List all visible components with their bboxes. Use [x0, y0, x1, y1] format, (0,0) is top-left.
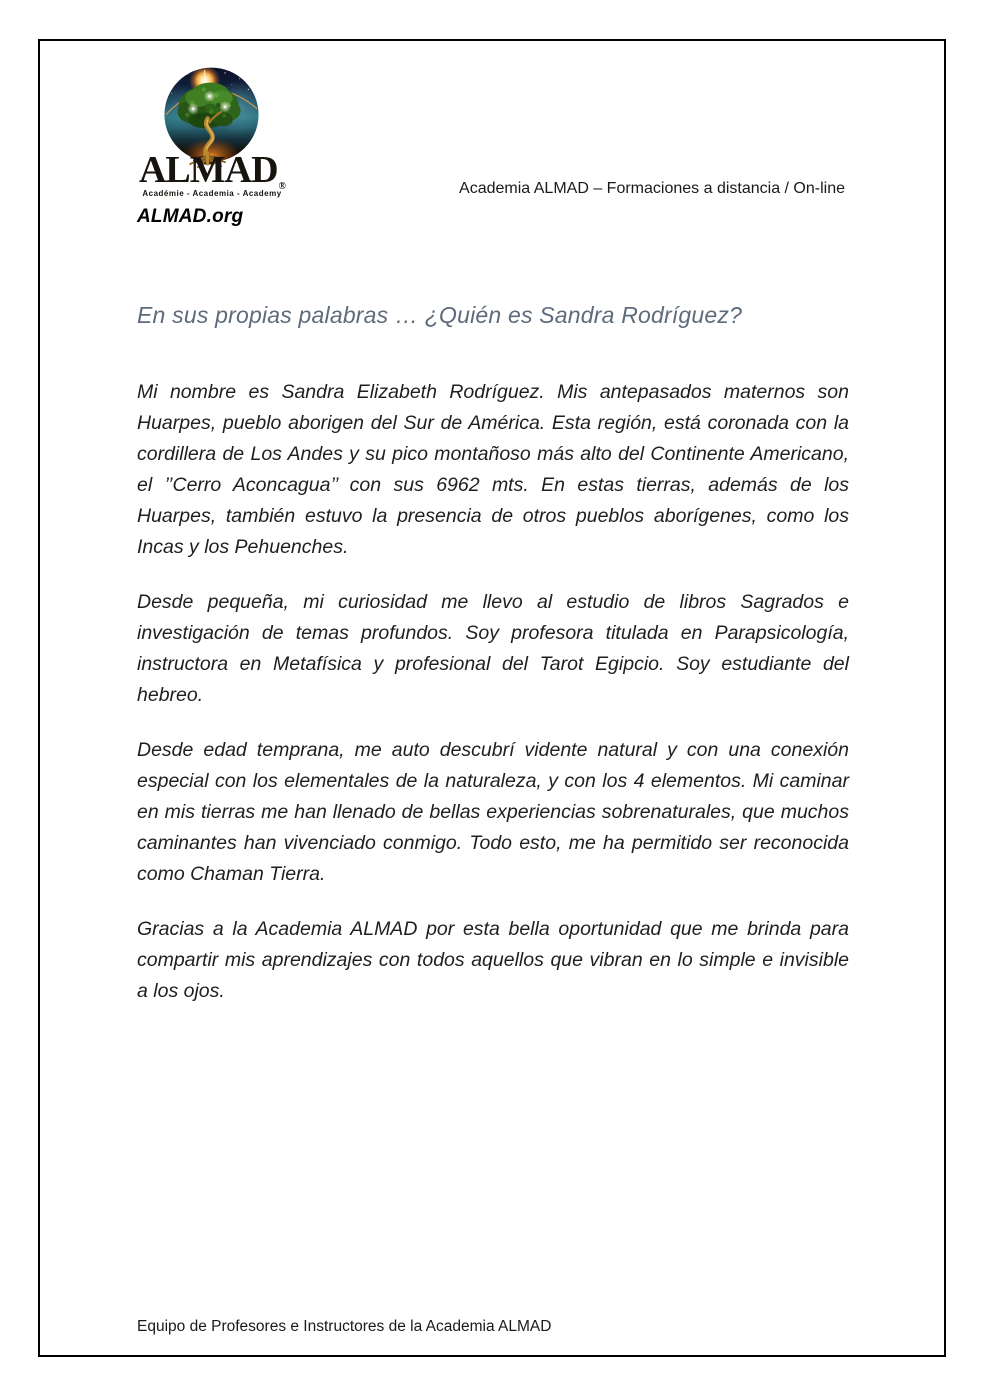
document-body [137, 377, 849, 1031]
logo-tagline: Académie - Academia - Academy [142, 189, 282, 198]
paragraph-studies: Desde pequeña, mi curiosidad me llevo al estudio de libros Sagrados e investigación de temas profundos. Soy profesora titulada en Parapsicología, instructora en Metafísica y profesional del Tarot Egipcio. Soy estudiante del hebreo. [137, 591, 849, 706]
page-footer-text: Equipo de Profesores e Instructores de la Academia ALMAD [137, 1318, 552, 1335]
logo-website-text: ALMAD.org [137, 206, 244, 227]
document-title: En sus propias palabras … ¿Quién es Sandra Rodríguez? [137, 302, 743, 328]
logo-wordmark-text: ALMAD [138, 149, 278, 191]
paragraph-bio-origin: Mi nombre es Sandra Elizabeth Rodríguez. Mis antepasados maternos son Huarpes, pueblo aborigen del Sur de América. Esta región, está coronada con la cordillera de Los Andes y su pico montañoso más alto del Continente Americano, el ’’Cerro Aconcagua’’ con sus 6962 mts. En estas tierras, además de los Huarpes, también estuvo la presencia de otros pueblos aborígenes, como los Incas y los Pehuenches. [137, 381, 849, 558]
paragraph-abilities: Desde edad temprana, me auto descubrí vidente natural y con una conexión especial con los elementales de la naturaleza, y con los 4 elementos. Mi caminar en mis tierras me han llenado de bellas experiencias sobrenaturales, que muchos caminantes han vivenciado conmigo. Todo esto, me ha permitido ser reconocida como Chaman Tierra. [137, 739, 849, 885]
registered-trademark-icon: ® [278, 181, 287, 192]
document-header-text: Academia ALMAD – Formaciones a distancia / On-line [459, 180, 845, 197]
paragraph-thanks: Gracias a la Academia ALMAD por esta bella oportunidad que me brinda para compartir mis aprendizajes con todos aquellos que vibran en lo simple e invisible a los ojos. [137, 918, 849, 1002]
